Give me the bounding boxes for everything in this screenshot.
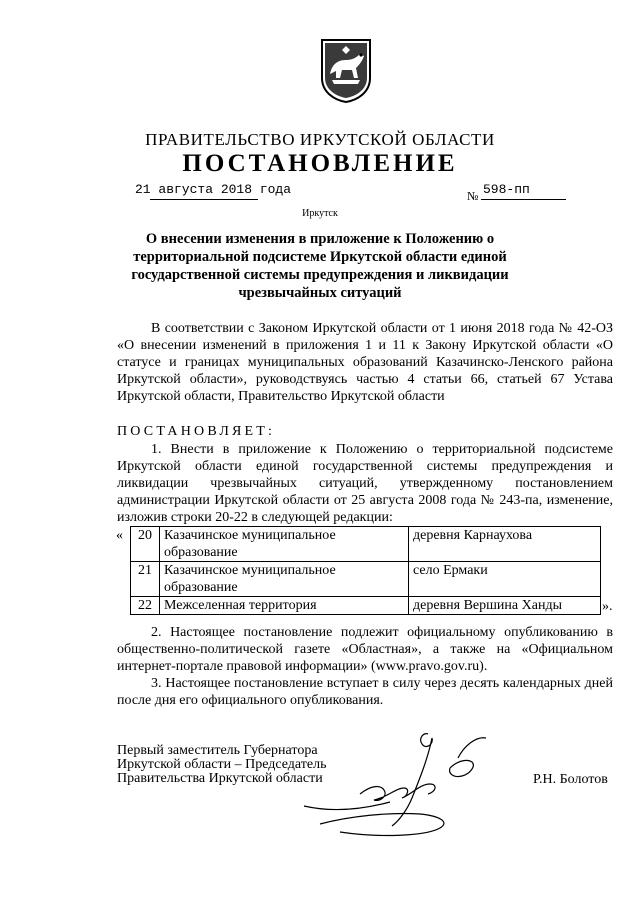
resolve-heading: ПОСТАНОВЛЯЕТ: bbox=[117, 424, 276, 439]
row-number: 22 bbox=[131, 597, 160, 615]
handwritten-signature bbox=[300, 728, 500, 840]
signatory-line: Первый заместитель Губернатора bbox=[117, 743, 318, 758]
territory-cell: Межселенная территория bbox=[160, 597, 409, 615]
signatory-line: Правительства Иркутской области bbox=[117, 771, 323, 786]
date-underline bbox=[150, 199, 258, 200]
city: Иркутск bbox=[302, 208, 338, 219]
document-date: 21 августа 2018 года bbox=[135, 182, 292, 197]
row-number: 21 bbox=[131, 562, 160, 597]
government-name: ПРАВИТЕЛЬСТВО ИРКУТСКОЙ ОБЛАСТИ bbox=[145, 130, 495, 149]
coat-of-arms-icon bbox=[320, 38, 372, 104]
territory-cell: Казачинское муниципальное образование bbox=[160, 527, 409, 562]
quote-open: « bbox=[116, 528, 123, 543]
number-underline bbox=[481, 199, 566, 200]
item-2-paragraph: 2. Настоящее постановление подлежит официальному опубликованию в общественно-политической газете «Областная», а также на «Официальном интернет-портале правовой информации» (www.pravo.gov.ru). bbox=[117, 625, 613, 674]
signatory-name: Р.Н. Болотов bbox=[533, 772, 608, 787]
document-number: 598-пп bbox=[483, 182, 530, 197]
document-title: О внесении изменения в приложение к Положению о территориальной подсистеме Иркутской области единой государственной системы предупреждения и ликвидации чрезвычайных ситуаций bbox=[131, 231, 509, 301]
settlement-cell: деревня Вершина Ханды bbox=[409, 597, 601, 615]
territory-cell: Казачинское муниципальное образование bbox=[160, 562, 409, 597]
table-row bbox=[131, 527, 601, 562]
table-row bbox=[131, 562, 601, 597]
document-type: ПОСТАНОВЛЕНИЕ bbox=[182, 150, 458, 177]
number-sign: № bbox=[467, 189, 479, 203]
amendment-table bbox=[130, 526, 601, 615]
table-row bbox=[131, 597, 601, 615]
preamble-paragraph: В соответствии с Законом Иркутской области от 1 июня 2018 года № 42-ОЗ «О внесении изменений в приложения 1 и 11 к Закону Иркутской области «О статусе и границах муниципальных образований Казачинско-Ленского района Иркутской области», руководствуясь частью 4 статьи 66, статьей 67 Устава Иркутской области, Правительство Иркутской области bbox=[117, 321, 613, 404]
item-3-paragraph: 3. Настоящее постановление вступает в силу через десять календарных дней после дня его официального опубликования. bbox=[117, 676, 613, 708]
quote-close: ». bbox=[602, 599, 613, 614]
settlement-cell: деревня Карнаухова bbox=[409, 527, 601, 562]
settlement-cell: село Ермаки bbox=[409, 562, 601, 597]
signatory-line: Иркутской области – Председатель bbox=[117, 757, 327, 772]
item-1-paragraph: 1. Внести в приложение к Положению о территориальной подсистеме Иркутской области единой государственной системы предупреждения и ликвидации чрезвычайных ситуаций, утвержденному постановлением администрации Иркутской области от 25 августа 2008 года № 243-па, изменение, изложив строки 20-22 в следующей редакции: bbox=[117, 442, 613, 525]
signatory-title bbox=[117, 744, 326, 786]
row-number: 20 bbox=[131, 527, 160, 562]
